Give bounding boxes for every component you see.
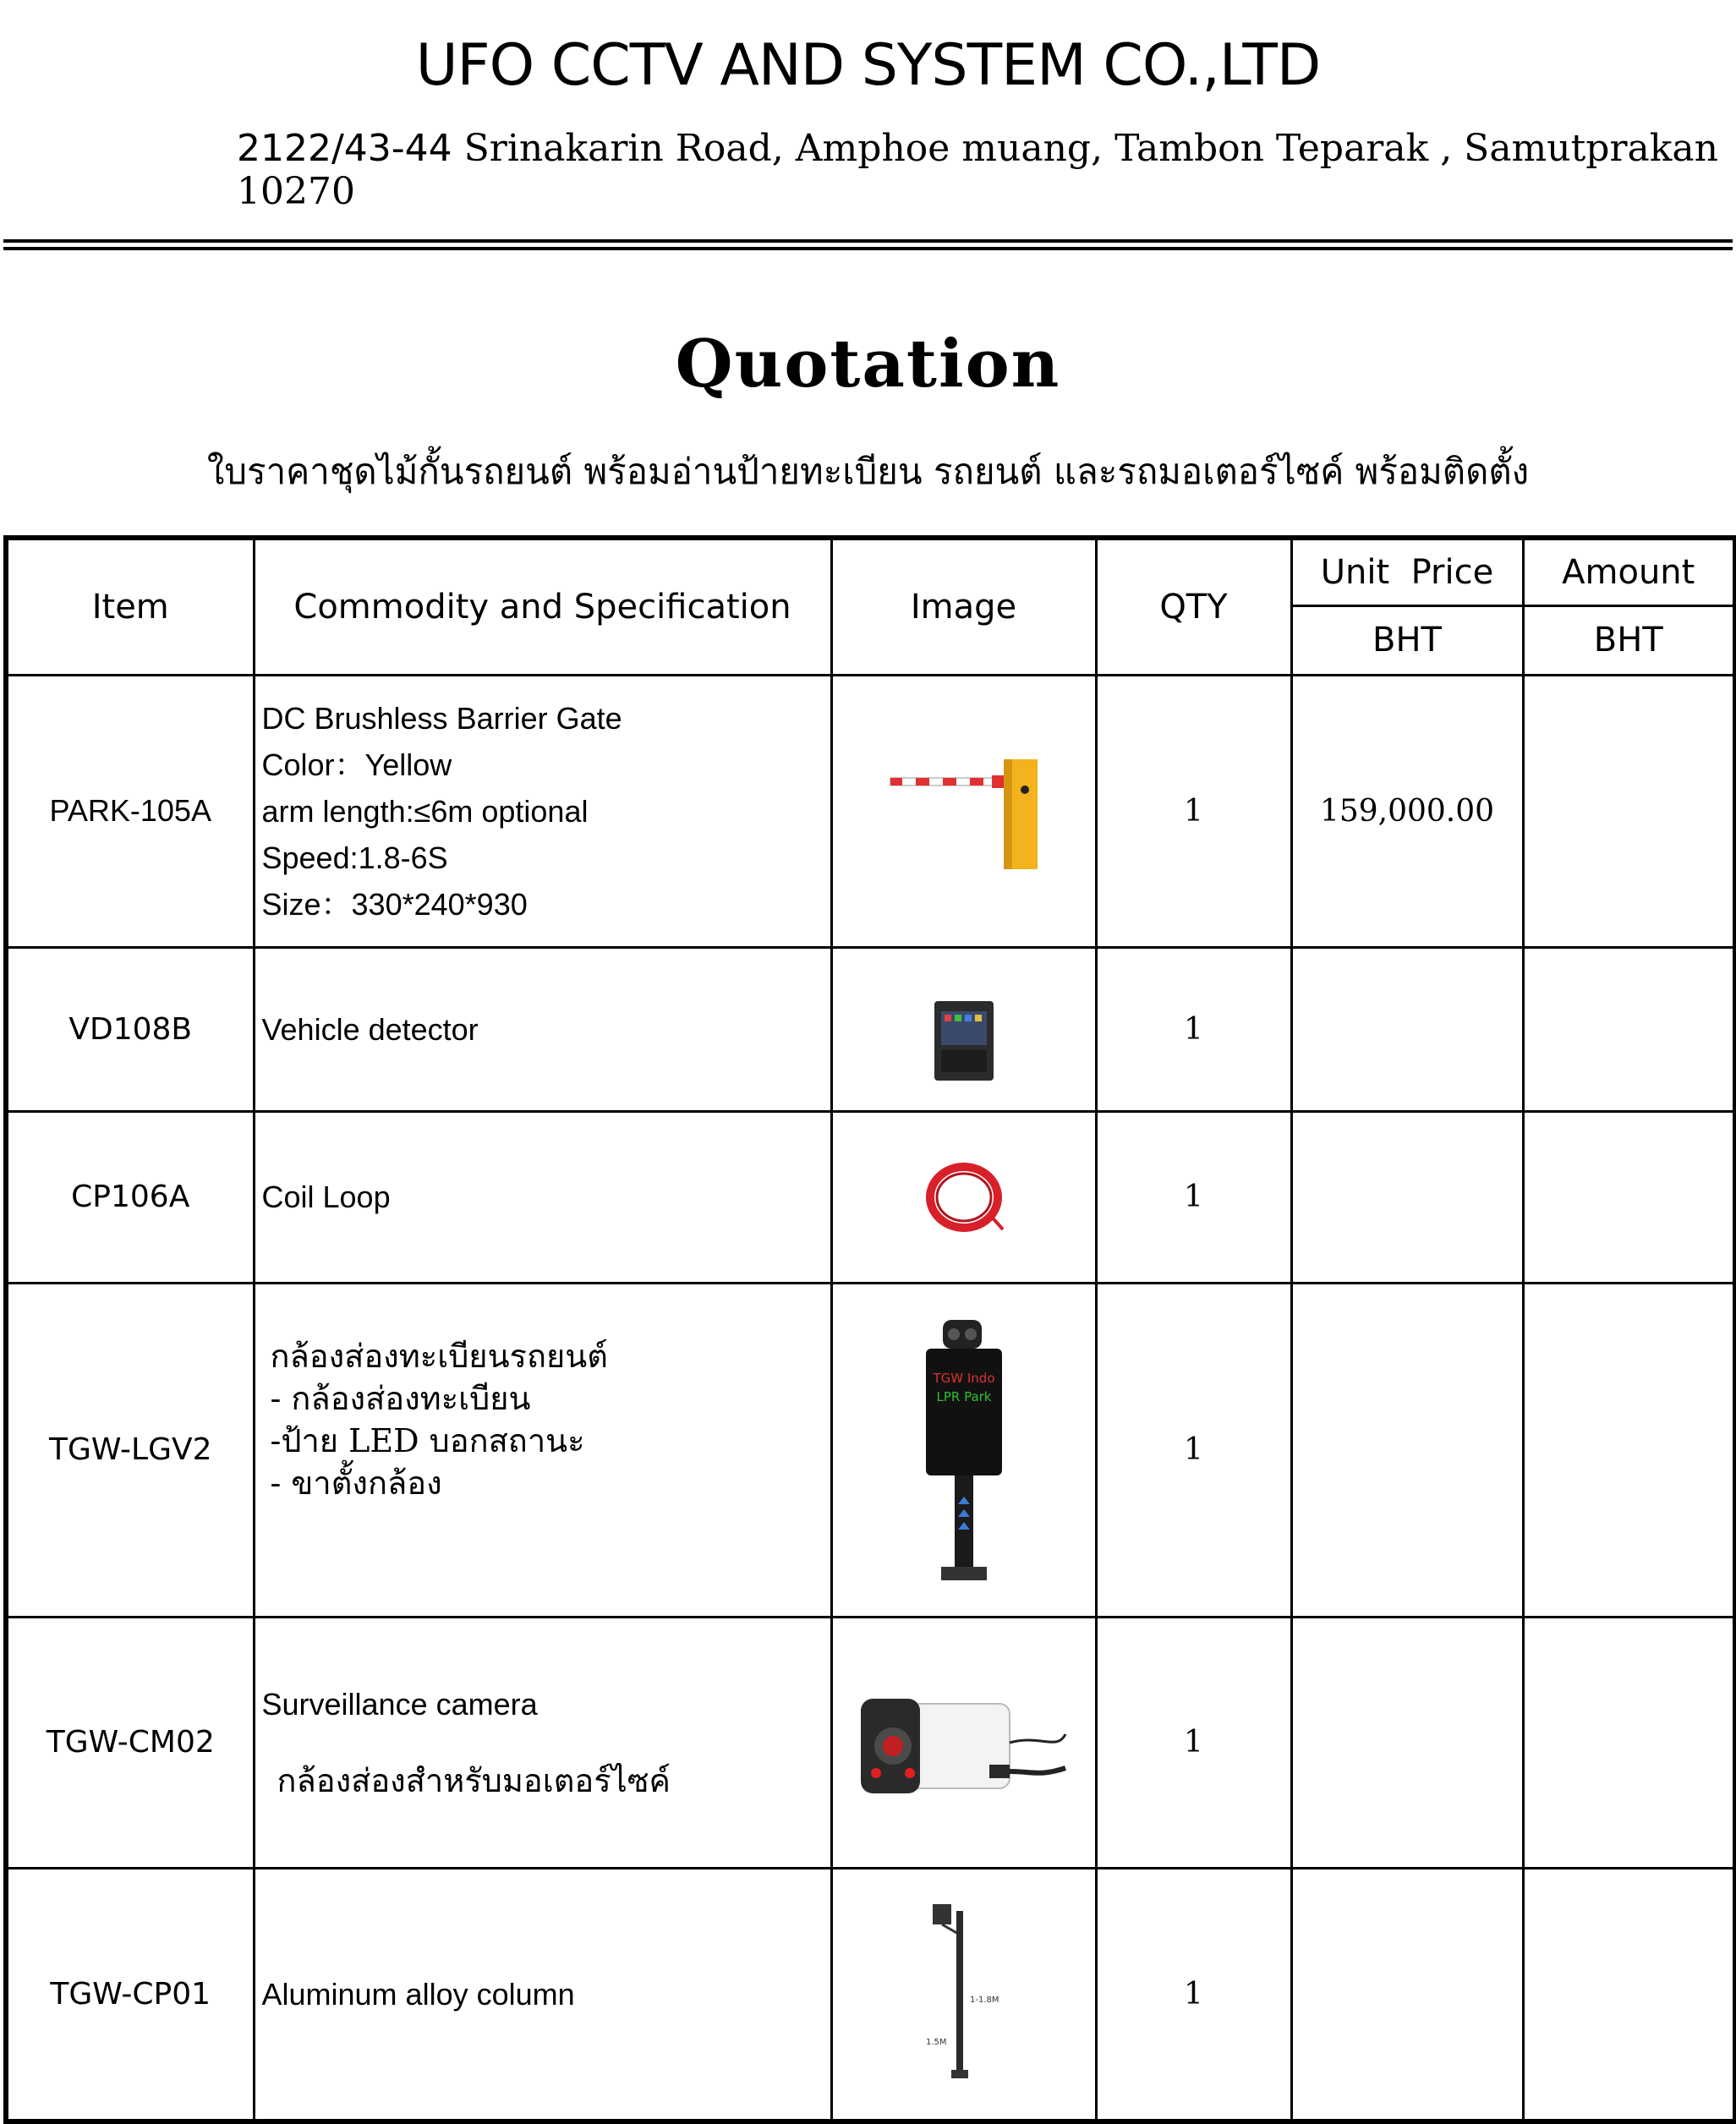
quotation-table (3, 535, 1736, 2124)
item-spec (254, 675, 831, 947)
bullet-camera-icon (854, 1683, 1074, 1802)
item-amount (1523, 1283, 1735, 1617)
item-image (831, 1617, 1096, 1868)
company-address (237, 127, 1736, 213)
item-qty: 1 (1096, 1868, 1291, 2121)
item-qty: 1 (1096, 947, 1291, 1111)
item-code: TGW-CP01 (6, 1868, 254, 2121)
spec-line: arm length:≤6m optional (261, 793, 589, 829)
spec-line: Coil Loop (261, 1180, 391, 1214)
item-unit-price (1291, 1617, 1523, 1868)
spec-line: - ขาตั้งกล้อง (270, 1464, 442, 1502)
aluminum-column-icon (909, 1901, 1019, 2087)
item-spec (254, 947, 831, 1111)
spec-line: -ป้าย LED บอกสถานะ (270, 1421, 585, 1459)
item-qty: 1 (1096, 1283, 1291, 1617)
document-title: Quotation (675, 326, 1061, 402)
header-spec: Commodity and Specification (254, 538, 831, 675)
barrier-gate-icon (884, 747, 1044, 874)
item-unit-price (1291, 1283, 1523, 1617)
header-unit-price: Unit Price (1291, 538, 1523, 605)
item-image (831, 1283, 1096, 1617)
table-row (6, 1283, 1735, 1617)
item-image (831, 1111, 1096, 1283)
spec-line: DC Brushless Barrier Gate (261, 700, 622, 736)
header-unit-price-currency: BHT (1291, 605, 1523, 675)
coil-loop-icon (922, 1155, 1006, 1240)
spec-line: Size：330*240*930 (261, 886, 528, 922)
header-image: Image (831, 538, 1096, 675)
table-row (6, 947, 1735, 1111)
item-spec (254, 1868, 831, 2121)
document-subtitle: ใบราคาชุดไม้กั้นรถยนต์ พร้อมอ่านป้ายทะเบียน รถยนต์ และรถมอเตอร์ไซค์ พร้อมติดตั้ง (206, 451, 1530, 492)
item-image (831, 1868, 1096, 2121)
lpr-display-line-1: TGW Indo (932, 1370, 995, 1386)
item-unit-price (1291, 1111, 1523, 1283)
spec-thai-line: กล้องส่องสำหรับมอเตอร์ไซค์ (277, 1761, 671, 1799)
item-qty: 1 (1096, 1617, 1291, 1868)
spec-line: Aluminum alloy column (261, 1976, 575, 2012)
item-spec (254, 1111, 831, 1283)
column-height-lower-label: 1.5M (925, 2038, 947, 2048)
item-amount (1523, 1868, 1735, 2121)
lpr-camera-stand-icon (909, 1315, 1019, 1585)
table-row (6, 1111, 1735, 1283)
item-code: TGW-LGV2 (6, 1283, 254, 1617)
header-item: Item (6, 538, 254, 675)
header-qty: QTY (1096, 538, 1291, 675)
item-amount (1523, 947, 1735, 1111)
item-unit-price (1291, 947, 1523, 1111)
header-amount: Amount (1523, 538, 1735, 605)
spec-line: กล้องส่องทะเบียนรถยนต์ (270, 1337, 608, 1375)
address-text: Srinakarin Road, Amphoe muang, Tambon Teparak , Samutprakan 10270 (237, 127, 1718, 213)
header-divider-bottom (3, 247, 1733, 250)
spec-line: Speed:1.8-6S (261, 840, 448, 875)
item-unit-price (1291, 1868, 1523, 2121)
item-image (831, 947, 1096, 1111)
item-spec (254, 1617, 831, 1868)
table-row (6, 1617, 1735, 1868)
table-row (6, 675, 1735, 947)
item-unit-price: 159,000.00 (1291, 675, 1523, 947)
company-name: UFO CCTV AND SYSTEM CO.,LTD (415, 32, 1321, 99)
item-qty: 1 (1096, 1111, 1291, 1283)
item-amount (1523, 1111, 1735, 1283)
item-amount (1523, 1617, 1735, 1868)
item-code: PARK-105A (6, 675, 254, 947)
item-image (831, 675, 1096, 947)
spec-line: - กล้องส่องทะเบียน (270, 1379, 531, 1417)
item-qty: 1 (1096, 675, 1291, 947)
item-code: CP106A (6, 1111, 254, 1283)
spec-line: Vehicle detector (261, 1011, 479, 1047)
item-amount (1523, 675, 1735, 947)
header-amount-currency: BHT (1523, 605, 1735, 675)
table-row (6, 1868, 1735, 2121)
item-code: TGW-CM02 (6, 1617, 254, 1868)
spec-line: Color：Yellow (261, 747, 452, 782)
header-divider-top (3, 239, 1733, 243)
item-code: VD108B (6, 947, 254, 1111)
column-height-upper-label: 1-1.8M (969, 1995, 999, 2006)
spec-line: Surveillance camera (261, 1686, 538, 1722)
vehicle-detector-icon (926, 994, 1002, 1087)
item-spec (254, 1283, 831, 1617)
address-number: 2122/43-44 (237, 127, 452, 170)
lpr-display-line-2: LPR Park (935, 1388, 992, 1404)
